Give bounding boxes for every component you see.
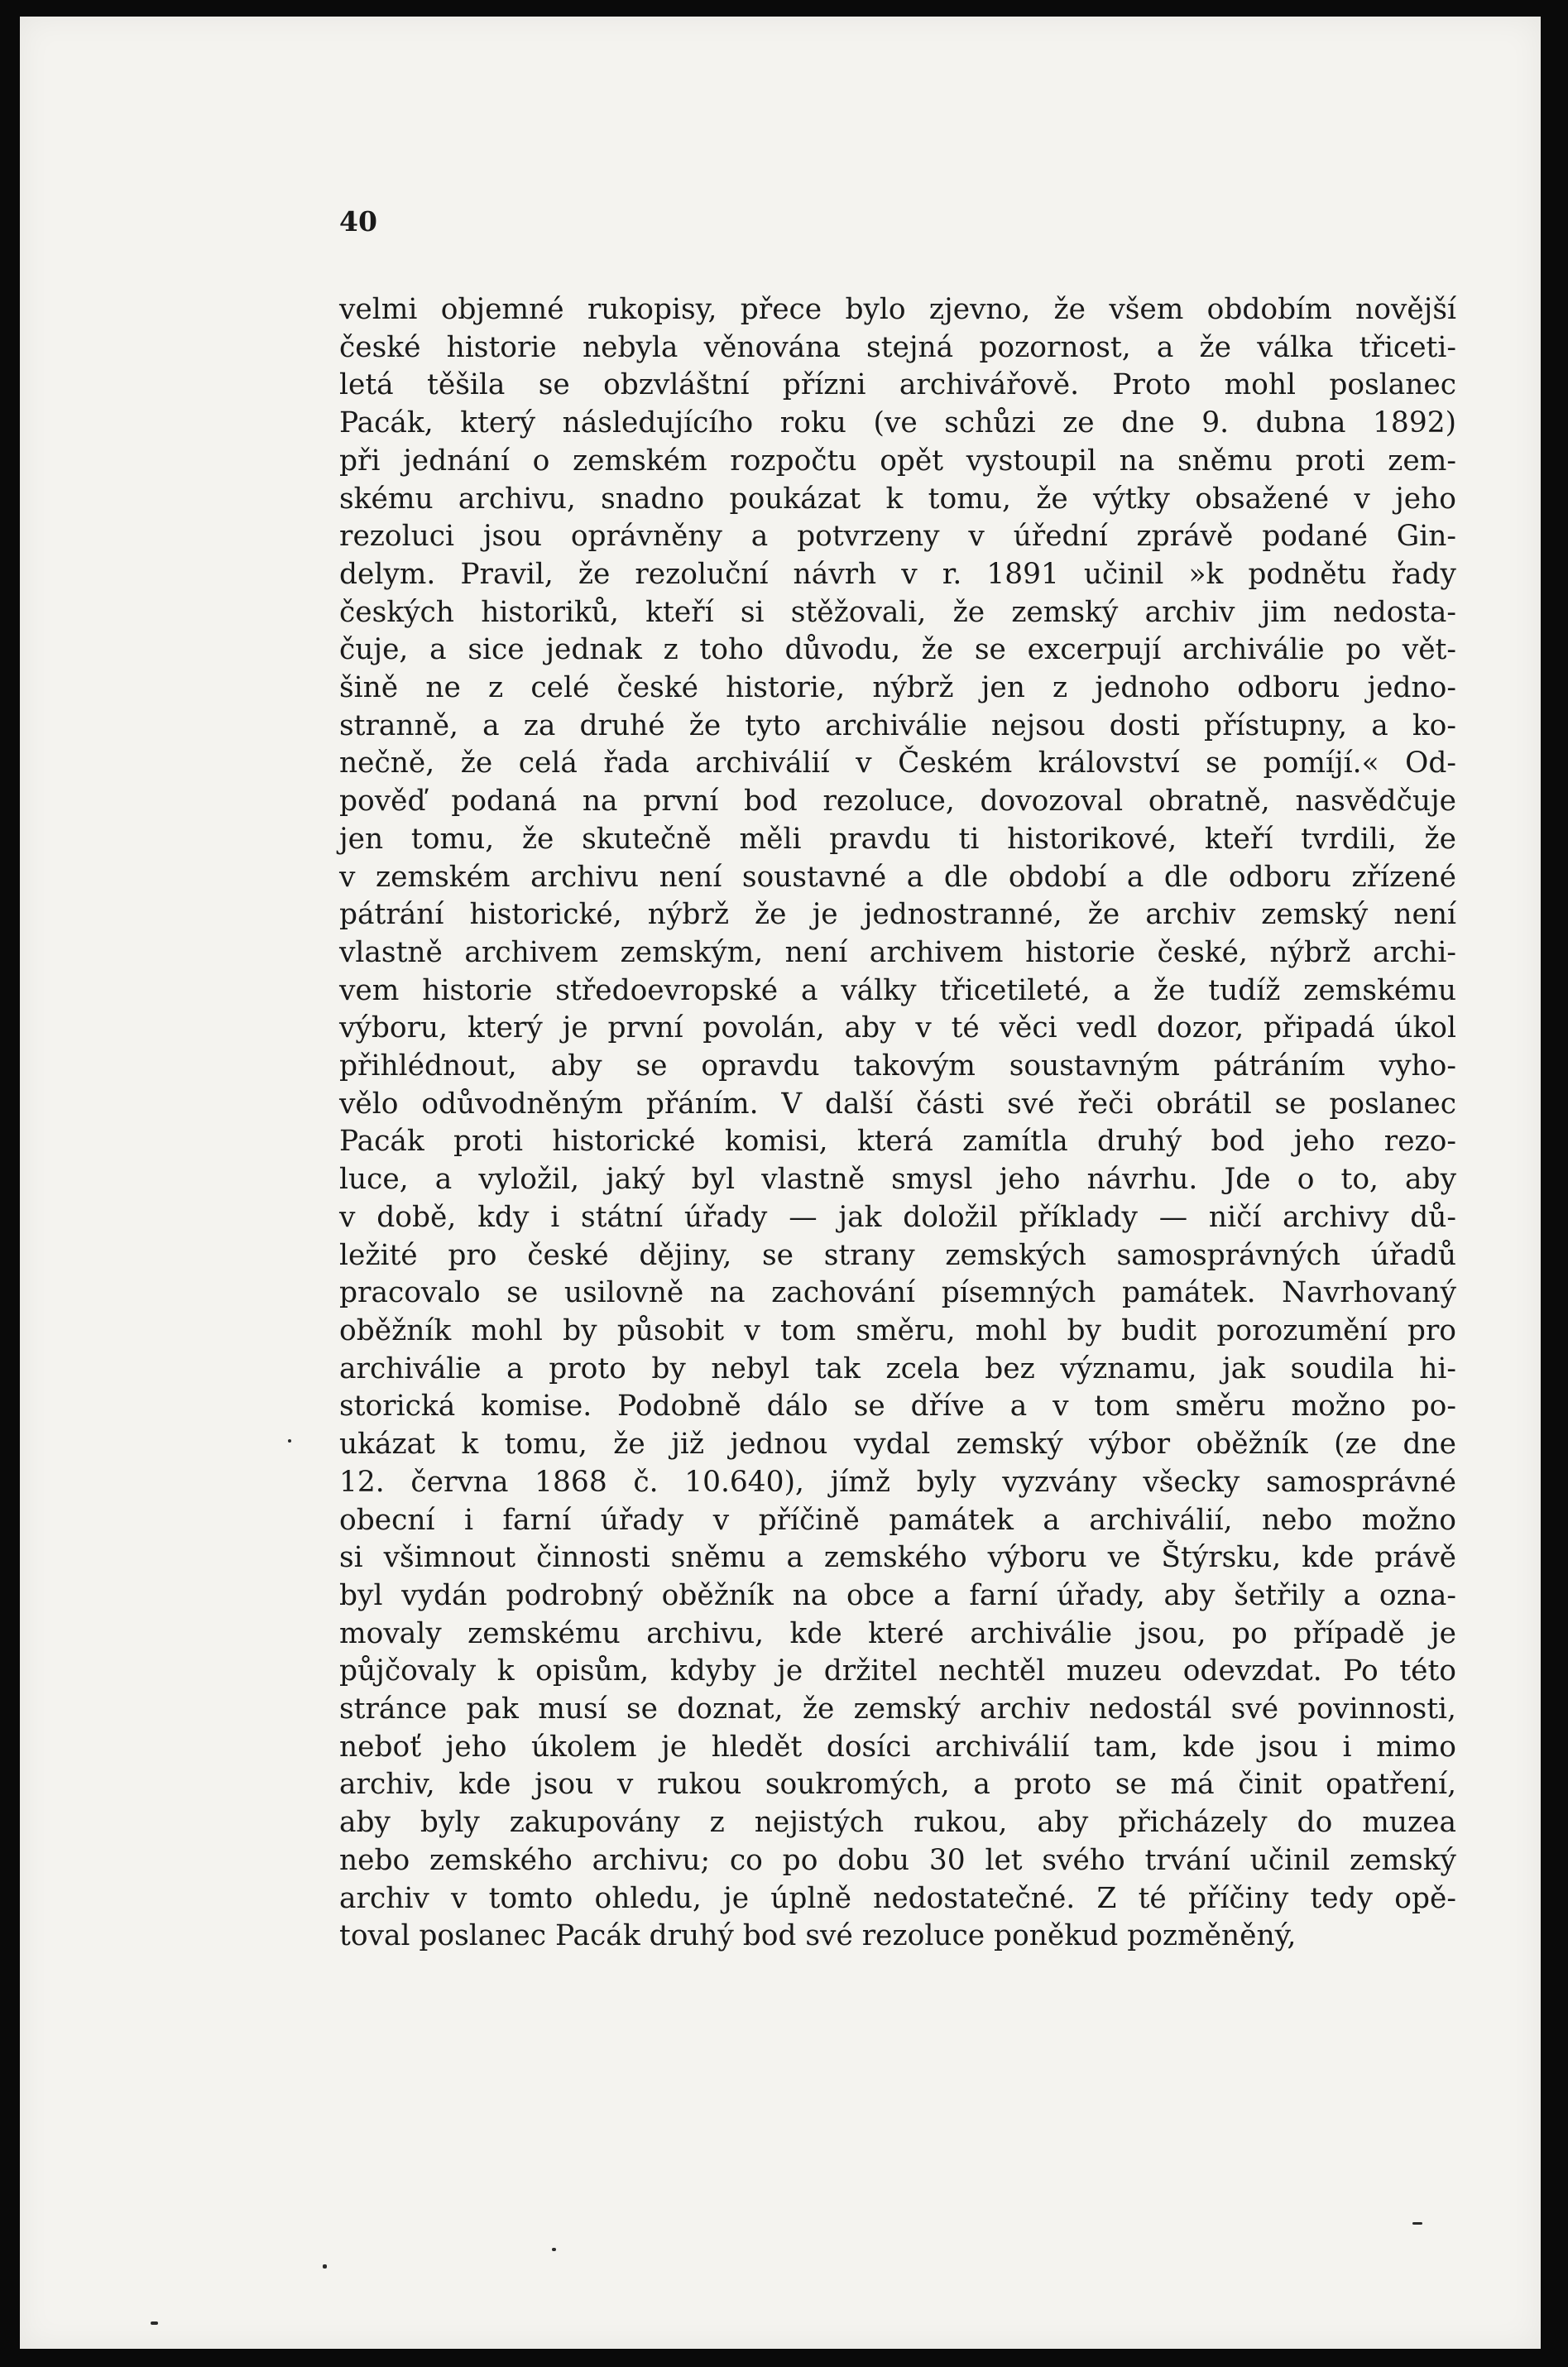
text-line: obecní i farní úřady v příčině památek a archiválií, nebo možno xyxy=(339,1503,1456,1537)
text-line: v době, kdy i státní úřady — jak doložil příklady — ničí archivy dů- xyxy=(339,1200,1456,1234)
text-line: archiválie a proto by nebyl tak zcela bez významu, jak soudila hi- xyxy=(339,1352,1456,1385)
text-line: movaly zemskému archivu, kde které archiválie jsou, po případě je xyxy=(339,1616,1456,1650)
text-line: pověď podaná na první bod rezoluce, dovozoval obratně, nasvědčuje xyxy=(339,785,1456,819)
text-line: letá těšila se obzvláštní přízni archivářově. Proto mohl poslanec xyxy=(339,368,1456,402)
text-line: vlastně archivem zemským, není archivem historie české, nýbrž archi- xyxy=(339,935,1456,969)
text-line: storická komise. Podobně dálo se dříve a v tom směru možno po- xyxy=(339,1390,1456,1424)
text-line: při jednání o zemském rozpočtu opět vystoupil na sněmu proti zem- xyxy=(339,444,1456,478)
text-line: vem historie středoevropské a války třicetileté, a že tudíž zemskému xyxy=(339,973,1456,1007)
text-line: výboru, který je první povolán, aby v té věci vedl dozor, připadá úkol xyxy=(339,1011,1456,1045)
text-line: 12. června 1868 č. 10.640), jímž byly vyzvány všecky samosprávné xyxy=(339,1465,1456,1499)
scan-speck xyxy=(288,1439,291,1443)
text-line: archiv v tomto ohledu, je úplně nedostatečné. Z té příčiny tedy opě- xyxy=(339,1881,1456,1915)
text-line: rezoluci jsou oprávněny a potvrzeny v úřední zprávě podané Gin- xyxy=(339,520,1456,554)
text-line: neboť jeho úkolem je hledět dosíci archiválií tam, kde jsou i mimo xyxy=(339,1730,1456,1764)
text-line: pátrání historické, nýbrž že je jednostranné, že archiv zemský není xyxy=(339,898,1456,932)
scan-speck xyxy=(151,2321,158,2325)
text-line: vělo odůvodněným přáním. V další části své řeči obrátil se poslanec xyxy=(339,1087,1456,1121)
text-line: stránce pak musí se doznat, že zemský archiv nedostál své povinnosti, xyxy=(339,1692,1456,1726)
page-number: 40 xyxy=(339,205,377,238)
text-line: šině ne z celé české historie, nýbrž jen z jednoho odboru jedno- xyxy=(339,671,1456,705)
text-line: oběžník mohl by působit v tom směru, mohl by budit porozumění pro xyxy=(339,1313,1456,1347)
document-page xyxy=(20,17,1541,2349)
text-line: ležité pro české dějiny, se strany zemských samosprávných úřadů xyxy=(339,1238,1456,1272)
text-line: nečně, že celá řada archiválií v Českém království se pomíjí.« Od- xyxy=(339,747,1456,780)
scan-speck xyxy=(552,2248,556,2251)
body-text xyxy=(339,291,1456,1956)
text-line: české historie nebyla věnována stejná pozornost, a že válka třiceti- xyxy=(339,330,1456,364)
scan-speck xyxy=(1412,2222,1422,2225)
text-line: jen tomu, že skutečně měli pravdu ti historikové, kteří tvrdili, že xyxy=(339,822,1456,856)
text-line: v zemském archivu není soustavné a dle období a dle odboru zřízené xyxy=(339,860,1456,894)
text-line: luce, a vyložil, jaký byl vlastně smysl jeho návrhu. Jde o to, aby xyxy=(339,1163,1456,1197)
text-line: českých historiků, kteří si stěžovali, že zemský archiv jim nedosta- xyxy=(339,595,1456,629)
text-line: aby byly zakupovány z nejistých rukou, aby přicházely do muzea xyxy=(339,1806,1456,1840)
text-line: delym. Pravil, že rezoluční návrh v r. 1891 učinil »k podnětu řady xyxy=(339,557,1456,591)
text-line: skému archivu, snadno poukázat k tomu, že výtky obsažené v jeho xyxy=(339,482,1456,516)
text-line: stranně, a za druhé že tyto archiválie nejsou dosti přístupny, a ko- xyxy=(339,708,1456,742)
text-line: velmi objemné rukopisy, přece bylo zjevno, že všem obdobím novější xyxy=(339,293,1456,326)
text-line: ukázat k tomu, že již jednou vydal zemský výbor oběžník (ze dne xyxy=(339,1428,1456,1462)
text-line: Pacák proti historické komisi, která zamítla druhý bod jeho rezo- xyxy=(339,1125,1456,1159)
text-line: toval poslanec Pacák druhý bod své rezoluce poněkud pozměněný, xyxy=(339,1919,1297,1953)
text-line: čuje, a sice jednak z toho důvodu, že se excerpují archiválie po vět- xyxy=(339,633,1456,667)
text-line: byl vydán podrobný oběžník na obce a farní úřady, aby šetřily a ozna- xyxy=(339,1578,1456,1612)
text-line: pracovalo se usilovně na zachování písemných památek. Navrhovaný xyxy=(339,1276,1456,1310)
text-line: půjčovaly k opisům, kdyby je držitel nechtěl muzeu odevzdat. Po této xyxy=(339,1654,1456,1688)
text-line: Pacák, který následujícího roku (ve schůzi ze dne 9. dubna 1892) xyxy=(339,406,1456,440)
text-line: archiv, kde jsou v rukou soukromých, a proto se má činit opatření, xyxy=(339,1768,1456,1802)
text-line: si všimnout činnosti sněmu a zemského výboru ve Štýrsku, kde právě xyxy=(339,1541,1456,1575)
text-line: přihlédnout, aby se opravdu takovým soustavným pátráním vyho- xyxy=(339,1049,1456,1083)
text-line: nebo zemského archivu; co po dobu 30 let svého trvání učinil zemský xyxy=(339,1843,1456,1877)
scan-speck xyxy=(323,2264,327,2269)
